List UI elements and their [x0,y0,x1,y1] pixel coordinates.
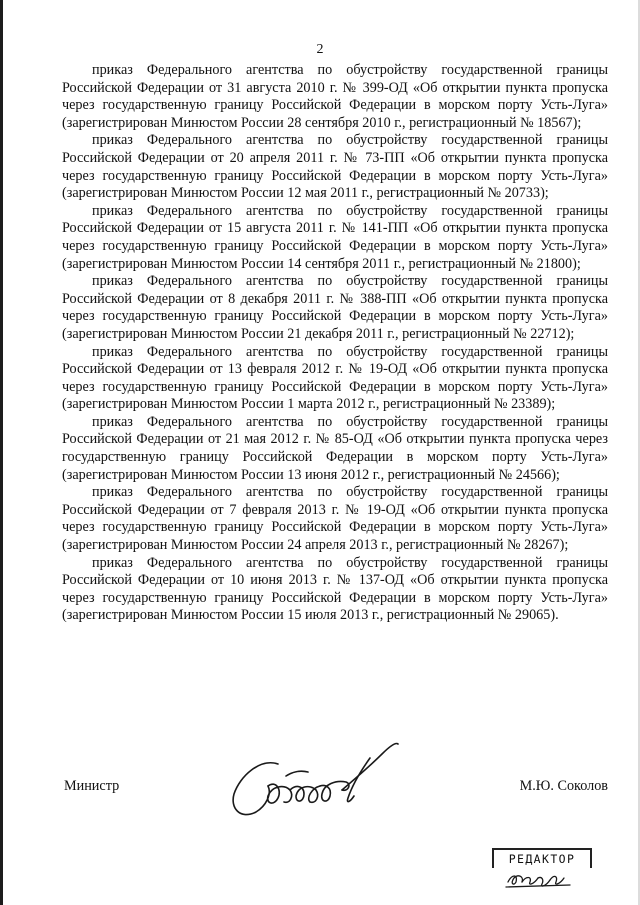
signatory-name: М.Ю. Соколов [519,778,608,794]
document-body [62,62,608,625]
order-paragraph-5: приказ Федерального агентства по обустройству государственной границы Российской Федерации от 13 февраля 2012 г. № 19-ОД «Об открытии пункта пропуска через государственную границу Российской Федерации в морском порту Усть-Луга» (зарегистрирован Минюстом России 1 марта 2012 г., регистрационный № 23389); [62,343,608,413]
signatory-title: Министр [64,778,120,794]
order-paragraph-8: приказ Федерального агентства по обустройству государственной границы Российской Федерации от 10 июня 2013 г. № 137-ОД «Об открытии пункта пропуска через государственную границу Российской Федерации в морском порту Усть-Луга» (зарегистрирован Минюстом России 15 июля 2013 г., регистрационный № 29065). [62,554,608,624]
order-paragraph-1: приказ Федерального агентства по обустройству государственной границы Российской Федерации от 31 августа 2010 г. № 399-ОД «Об открытии пункта пропуска через государственную границу Российской Федерации в морском порту Усть-Луга» (зарегистрирован Минюстом России 28 сентября 2010 г., регистрационный № 18567); [62,62,608,131]
order-paragraph-2: приказ Федерального агентства по обустройству государственной границы Российской Федерации от 20 апреля 2011 г. № 73-ПП «Об открытии пункта пропуска через государственную границу Российской Федерации в морском порту Усть-Луга» (зарегистрирован Минюстом России 12 мая 2011 г., регистрационный № 20733); [62,132,608,202]
order-paragraph-3: приказ Федерального агентства по обустройству государственной границы Российской Федерации от 15 августа 2011 г. № 141-ПП «Об открытии пункта пропуска через государственную границу Российской Федерации в морском порту Усть-Луга» (зарегистрирован Минюстом России 14 сентября 2011 г., регистрационный № 21800); [62,202,608,272]
editor-stamp [492,848,590,892]
order-paragraph-7: приказ Федерального агентства по обустройству государственной границы Российской Федерации от 7 февраля 2013 г. № 19-ОД «Об открытии пункта пропуска через государственную границу Российской Федерации в морском порту Усть-Луга» (зарегистрирован Минюстом России 24 апреля 2013 г., регистрационный № 28267); [62,484,608,554]
order-paragraph-6: приказ Федерального агентства по обустройству государственной границы Российской Федерации от 21 мая 2012 г. № 85-ОД «Об открытии пункта пропуска через государственную границу Российской Федерации в морском порту Усть-Луга» (зарегистрирован Минюстом России 13 июня 2012 г., регистрационный № 24566); [62,413,608,483]
handwritten-signature [220,728,420,828]
order-paragraph-4: приказ Федерального агентства по обустройству государственной границы Российской Федерации от 8 декабря 2011 г. № 388-ПП «Об открытии пункта пропуска через государственную границу Российской Федерации в морском порту Усть-Луга» (зарегистрирован Минюстом России 21 декабря 2011 г., регистрационный № 22712); [62,273,608,342]
editor-initials-signature [504,866,574,890]
page-number: 2 [316,42,324,57]
editor-stamp-label: РЕДАКТОР [492,848,592,868]
scan-edge-left [0,0,3,905]
